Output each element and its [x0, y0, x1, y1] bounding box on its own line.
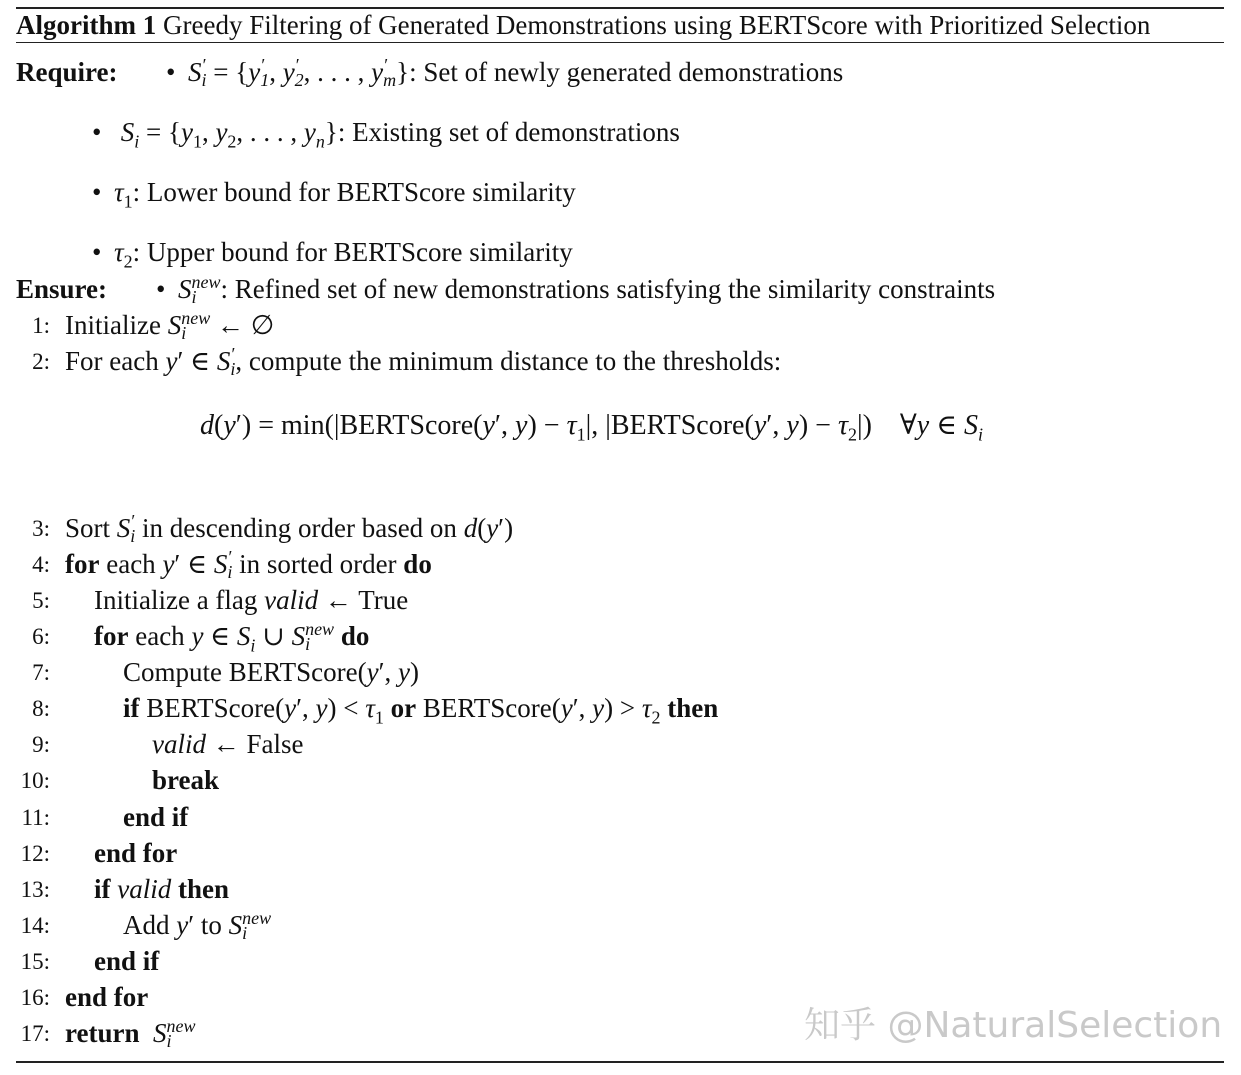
kw-if: if — [123, 693, 140, 723]
step-14-mid: to — [200, 910, 222, 940]
kw-or: or — [390, 693, 417, 723]
line-number: 11: — [21, 805, 50, 830]
step-10: break — [152, 765, 220, 795]
step-17: return S new i — [65, 1015, 196, 1051]
algorithm-title — [16, 8, 1150, 42]
require-label: Require: — [16, 57, 118, 87]
step-2: For each y′ ∈ S ′ i , compute the minimum distance to the thresholds: — [65, 343, 782, 379]
step-8-text: BERTScore — [146, 693, 276, 723]
line-number: 16: — [20, 985, 50, 1010]
step-4-mid: in sorted order — [239, 549, 397, 579]
line-number: 3: — [32, 516, 50, 541]
algorithm-title-text: Greedy Filtering of Generated Demonstrations using BERTScore with Prioritized Selection — [162, 10, 1151, 40]
step-12: end for — [94, 838, 178, 868]
step-6-text: each — [135, 621, 185, 651]
line-number: 5: — [32, 588, 50, 613]
algorithm-label: Algorithm 1 — [16, 10, 157, 40]
require-item-4-desc: : Upper bound for BERTScore similarity — [132, 237, 573, 267]
distance-formula: d(y′) = min(|BERTScore(y′, $y) - \tau_1|$, |BERTScore(y′, $y) - \tau_2|$) ∀y ∈ $S_i$ — [200, 410, 983, 445]
line-number: 2: — [32, 349, 50, 374]
require-item-2-desc: : Existing set of demonstrations — [337, 117, 680, 147]
require-item-2: • $S_i = \{y_1$, $y_2$, . . . , $y_n$}: Existing set of demonstrations — [92, 117, 680, 152]
ensure-item: • S new i : Refined set of new demonstrations satisfying the similarity constraints — [156, 271, 996, 307]
line-number: 8: — [32, 696, 50, 721]
step-7-text: Compute BERTScore — [123, 657, 358, 687]
ensure-label: Ensure: — [16, 274, 108, 304]
step-11: end if — [123, 802, 189, 832]
line-number: 6: — [32, 624, 50, 649]
step-5-text: Initialize a flag — [94, 585, 258, 615]
line-number: 4: — [32, 552, 50, 577]
step-8-text2: BERTScore — [422, 693, 552, 723]
step-1: Initialize S new i ← ∅ — [65, 307, 275, 343]
step-5-val: True — [358, 585, 409, 615]
step-3: Sort S ′ i in descending order based on d(y′) — [65, 510, 514, 546]
ensure-desc: : Refined set of new demonstrations satisfying the similarity constraints — [220, 274, 996, 304]
kw-for: for — [65, 549, 100, 579]
formula-fn-1: BERTScore — [339, 410, 474, 441]
kw-then: then — [667, 693, 719, 723]
kw-for: for — [94, 621, 129, 651]
kw-return: return — [65, 1018, 140, 1048]
require-item-3-desc: : Lower bound for BERTScore similarity — [132, 177, 576, 207]
step-8: if BERTScore(y′, $y) < \tau_1$ or BERTScore(y′, $y) > \tau_2$ then — [123, 693, 719, 728]
require-item-3: • $\tau_1$: Lower bound for BERTScore similarity — [92, 177, 576, 212]
require-item-1-desc: : Set of newly generated demonstrations — [409, 57, 844, 87]
step-2-tail: , compute the minimum distance to the thresholds: — [235, 346, 782, 376]
kw-if: if — [94, 874, 111, 904]
step-4: for each y′ ∈ S ′ i in sorted order do — [65, 546, 432, 582]
step-14: Add y′ to S new i — [123, 907, 272, 943]
step-6: for each y ∈ $S_i$ ∪ S new i do — [94, 618, 370, 656]
step-2-text: For each — [65, 346, 159, 376]
require-item-1: • S ′ i = {y ′ 1 , y ′ 2 , . . . , y ′ m }: Set of newly generated demonstrations — [166, 54, 844, 90]
step-15: end if — [94, 946, 160, 976]
step-7: Compute BERTScore(y′, y) — [123, 657, 419, 687]
step-14-text: Add — [123, 910, 170, 940]
step-5: Initialize a flag valid ← True — [94, 585, 409, 615]
step-3-text: Sort — [65, 513, 111, 543]
line-number: 7: — [32, 660, 50, 685]
step-4-text: each — [106, 549, 156, 579]
line-number: 10: — [20, 768, 50, 793]
formula-fn-2: BERTScore — [610, 410, 745, 441]
require-item-4: • $\tau_2$: Upper bound for BERTScore similarity — [92, 237, 573, 272]
line-number: 13: — [20, 877, 50, 902]
line-number: 17: — [20, 1021, 50, 1046]
kw-do: do — [403, 549, 432, 579]
line-number: 1: — [32, 313, 50, 338]
step-13: if valid then — [94, 874, 230, 904]
kw-do: do — [340, 621, 370, 651]
line-number: 15: — [20, 949, 50, 974]
line-number: 9: — [32, 732, 50, 757]
kw-then: then — [178, 874, 230, 904]
step-3-mid: in descending order based on — [142, 513, 457, 543]
step-1-text: Initialize — [65, 310, 161, 340]
line-number: 14: — [20, 913, 50, 938]
bottom-rule — [16, 1061, 1224, 1063]
watermark: 知乎 @NaturalSelection — [804, 1005, 1223, 1046]
step-9-val: False — [246, 729, 304, 759]
step-9: valid ← False — [152, 729, 304, 759]
line-number: 12: — [20, 841, 50, 866]
step-16: end for — [65, 982, 149, 1012]
title-rule — [16, 42, 1224, 43]
